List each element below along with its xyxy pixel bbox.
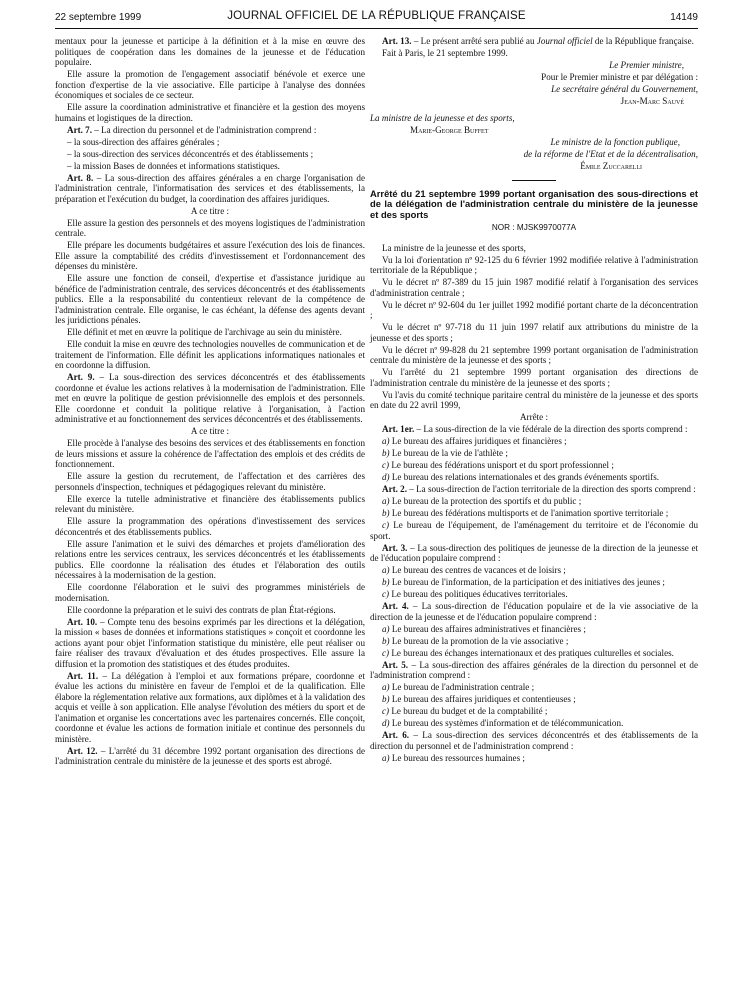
paragraph-text: Vu le décret nº 87-389 du 15 juin 1987 modifié relatif à l'organisation des services d'administration centrale ;: [370, 277, 698, 298]
paragraph-text: Compte tenu des besoins exprimés par les directions et la délégation, la mission « bases de données et informations statistiques » conçoit et coordonne les actions ayant pour objet l'information statistique du ministère, elle peut réaliser ou faire réaliser des travaux d'évaluation et des études prospectives. Elle assure la diffusion et la promotion des statistiques et des études produites.: [55, 616, 366, 669]
paragraph-text: Le bureau des fédérations unisport et du sport professionnel ;: [391, 460, 614, 470]
paragraph-text: Le bureau de la promotion de la vie associative ;: [391, 635, 569, 646]
header-date: 22 septembre 1999: [55, 12, 142, 23]
paragraph-text: Le bureau de la vie de l'athlète ;: [391, 448, 508, 458]
paragraph-text: Elle assure une fonction de conseil, d'expertise et d'assistance juridique au bénéfice de l'administration centrale, des services déconcentrés et des établissements publics. Elle a la responsabilité du contentieux relevant de la compétence de l'administration centrale. Elle organise, le cas échéant, la défense des agents devant les juridictions pénales.: [55, 273, 365, 325]
paragraph-text: Le bureau des affaires administratives et financières ;: [391, 623, 586, 634]
paragraph: [55, 582, 365, 603]
item-letter: b): [382, 694, 390, 704]
page-header: [55, 9, 698, 25]
paragraph: [55, 539, 365, 581]
paragraph: [55, 240, 365, 272]
list-item: [370, 682, 698, 693]
paragraph-text: Le bureau de l'information, de la participation et des initiatives des jeunes ;: [391, 577, 665, 587]
article-paragraph: Art. 6. – La sous-direction des services déconcentrés et des établissements de la direction du personnel et de l'administration comprend :: [370, 730, 699, 751]
item-letter: a): [382, 496, 390, 506]
item-letter: c): [382, 589, 390, 599]
fp-title-2: de la réforme de l'Etat et de la décentralisation,: [523, 149, 698, 159]
list-item: [370, 706, 698, 717]
paragraph: [55, 438, 365, 470]
paragraph-text: La sous-direction des affaires générales de la direction du personnel et de l'administration comprend :: [370, 659, 699, 680]
paragraph: [55, 327, 365, 338]
list-item: [370, 436, 698, 447]
paragraph-text: Le bureau du budget et de la comptabilité ;: [391, 706, 548, 716]
minister-name: Marie-George Buffet: [410, 125, 489, 135]
paragraph-text: – la sous-direction des affaires générales ;: [67, 136, 220, 147]
article-paragraph: Art. 1er. – La sous-direction de la vie fédérale de la direction des sports comprend :: [382, 424, 688, 434]
list-item: [370, 508, 698, 519]
paragraph-text: Elle assure la gestion du recrutement, de l'affectation et des carrières des personnels d'inspection, techniques et pédagogiques relevant du ministère.: [55, 471, 365, 492]
paragraph: [370, 277, 698, 298]
list-item: [370, 565, 698, 576]
paragraph-text: La direction du personnel et de l'administration comprend :: [101, 124, 317, 135]
paragraph-text: Elle définit et met en œuvre la politique de l'archivage au sein du ministère.: [67, 327, 342, 337]
paragraph-text: Le bureau des fédérations multisports et de l'animation sportive territoriale ;: [391, 508, 669, 518]
list-item: [370, 577, 698, 588]
paragraph: [55, 471, 365, 492]
paragraph-text: Elle assure la programmation des opérations d'investissement des services déconcentrés et des établissements publics.: [55, 516, 365, 537]
paragraph: [55, 69, 365, 101]
paragraph-text: Le bureau des systèmes d'information et de télécommunication.: [391, 718, 624, 728]
decree-body: [370, 243, 698, 764]
paragraph-text: La sous-direction de l'éducation populaire et de la vie associative de la direction de la jeunesse et de l'éducation populaire comprend :: [370, 601, 699, 622]
paragraph-text: Le bureau de l'équipement, de l'aménagement du territoire et de l'économie du sport.: [370, 520, 698, 541]
article-label: Art. 11.: [67, 670, 99, 681]
paragraph-text: Arrête :: [519, 412, 549, 422]
paragraph: [55, 426, 365, 437]
item-letter: b): [382, 577, 390, 587]
list-item: [55, 149, 365, 160]
paragraph-text: Vu le décret nº 92-604 du 1er juillet 1992 modifié portant charte de la déconcentration ;: [370, 299, 698, 320]
article-paragraph: Art. 2. – La sous-direction de l'action territoriale de la direction des sports comprend :: [382, 484, 696, 494]
paragraph-text: La sous-direction des services déconcentrés et des établissements coordonne et évalue les actions relatives à la modernisation de l'administration. Elle met en œuvre la politique de gestion prévisionnelle des emplois et des personnels. Elle coordonne et conduit la politique relative à l'organisation, à l'action administrative et au fonctionnement des services déconcentrés et des établissements.: [55, 372, 366, 424]
item-letter: c): [382, 460, 390, 470]
list-item: [55, 161, 365, 172]
paragraph-text: Le bureau des centres de vacances et de loisirs ;: [391, 565, 566, 575]
paragraph-text: Elle procède à l'analyse des besoins des services et des établissements en fonction de leurs missions et assure la cohérence de l'affectation des emplois et des crédits de fonctionnement.: [55, 438, 365, 469]
paragraph-text: Le bureau des affaires juridiques et financières ;: [391, 436, 567, 446]
paragraph-text: Le bureau des politiques éducatives territoriales.: [391, 589, 568, 599]
paragraph-text: L'arrêté du 31 décembre 1992 portant organisation des directions de l'administration centrale du ministère de la jeunesse et des sports est abrogé.: [55, 745, 365, 766]
article-label: Art. 4.: [382, 601, 409, 611]
article-paragraph: Art. 3. – La sous-direction des politiques de jeunesse de la direction de la jeunesse et de l'éducation populaire comprend :: [370, 542, 699, 563]
article-paragraph: Art. 10. – Compte tenu des besoins exprimés par les directions et la délégation, la mission « bases de données et informations statistiques » conçoit et coordonne les actions ayant pour objet l'information statistique du ministère, elle peut réaliser ou faire réaliser des travaux d'évaluation et des études prospectives. Elle assure la diffusion et la promotion des statistiques et des études produites.: [55, 616, 366, 669]
article-label: Art. 13.: [382, 36, 412, 46]
article-label: Art. 5.: [382, 659, 409, 670]
item-letter: b): [382, 635, 390, 646]
paragraph-text: La sous-direction des politiques de jeunesse de la direction de la jeunesse et de l'éducation populaire comprend :: [370, 542, 699, 563]
item-letter: c): [382, 706, 390, 716]
item-letter: a): [382, 752, 390, 763]
header-rule: [55, 28, 698, 29]
paragraph: [55, 206, 365, 217]
article-label: Art. 10.: [67, 616, 98, 627]
paragraph: [370, 322, 698, 343]
fp-title-1: Le ministre de la fonction publique,: [550, 137, 680, 147]
paragraph-text: – la sous-direction des services déconcentrés et des établissements ;: [67, 148, 314, 159]
article-13: Art. 13. – Le présent arrêté sera publié au Journal officiel de la République française.: [382, 36, 694, 46]
article-paragraph: Art. 8. – La sous-direction des affaires générales a en charge l'organisation de l'administration centrale, l'informatisation des services et des établissements, la préparation et l'exécution du budget, la coordination des affaires juridiques.: [55, 172, 366, 204]
page-number: 14149: [670, 12, 698, 23]
list-item: [370, 753, 698, 764]
article-paragraph: Art. 4. – La sous-direction de l'éducation populaire et de la vie associative de la direction de la jeunesse et de l'éducation populaire comprend :: [370, 601, 699, 622]
paragraph-text: La sous-direction des services déconcentrés et des établissements de la direction du personnel et de l'administration comprend :: [370, 730, 699, 751]
paragraph-text: Le bureau des relations internationales et des grands événements sportifs.: [391, 472, 660, 482]
item-letter: a): [382, 623, 390, 634]
paragraph-text: Elle coordonne la préparation et le suivi des contrats de plan État-régions.: [67, 604, 336, 615]
separator-rule: [512, 180, 556, 181]
paragraph-text: Elle assure la promotion de l'engagement associatif bénévole et exerce une fonction d'expertise de la vie associative. Elle participe à l'analyse des données économiques et sociales de ce secteur.: [55, 69, 365, 100]
paragraph-text: Le bureau des échanges internationaux et des pratiques culturelles et sociales.: [391, 647, 674, 658]
left-column: [55, 36, 365, 768]
list-item: [55, 137, 365, 148]
paragraph-text: Le bureau des ressources humaines ;: [391, 752, 525, 763]
paragraph-text: Elle conduit la mise en œuvre des technologies nouvelles de communication et de traitement de l'information. Elle définit les applications informatiques nationales et en coordonne la diffusion.: [55, 339, 365, 370]
article-paragraph: Art. 5. – La sous-direction des affaires générales de la direction du personnel et de l'administration comprend :: [370, 659, 699, 680]
paragraph: [55, 102, 365, 123]
paragraph: [370, 390, 698, 411]
item-letter: c): [382, 520, 390, 530]
journal-title: JOURNAL OFFICIEL DE LA RÉPUBLIQUE FRANÇAISE: [227, 10, 526, 22]
paragraph: [55, 494, 365, 515]
article-paragraph: Art. 9. – La sous-direction des services déconcentrés et des établissements coordonne et évalue les actions relatives à la modernisation de l'administration. Elle met en œuvre la politique de gestion prévisionnelle des emplois et des personnels. Elle coordonne et conduit la politique relative à l'organisation, à l'action administrative et au fonctionnement des services déconcentrés et des établissements.: [55, 372, 366, 424]
paragraph-text: Le bureau de la protection des sportifs et du public ;: [391, 496, 582, 506]
pm-title: Le Premier ministre,: [609, 60, 684, 70]
article-paragraph: Art. 11. – La délégation à l'emploi et aux formations prépare, coordonne et évalue les actions du ministère en faveur de l'emploi et de la qualification. Elle élabore la réglementation relative aux formations, aux diplômes et à la validation des acquis et veille à son application. Elle analyse l'évolution des métiers du sport et de l'animation et organise les concertations avec les partenaires concernés. Elle conçoit, coordonne et évalue les actions de formation initiale et continue des personnels du ministère.: [55, 670, 365, 744]
paragraph-text: La délégation à l'emploi et aux formations prépare, coordonne et évalue les actions du ministère en faveur de l'emploi et de la qualification. Elle élabore la réglementation relative aux formations, aux diplômes et à la validation des acquis et veille à son application. Elle analyse l'évolution des métiers du sport et de l'animation et organise les concertations avec les partenaires concernés. Elle conçoit, coordonne et évalue les actions de formation initiale et continue des personnels du ministère.: [55, 670, 365, 744]
item-letter: d): [382, 472, 390, 482]
pm-delegation: Pour le Premier ministre et par délégation :: [541, 72, 698, 82]
secretary-title: Le secrétaire général du Gouvernement,: [551, 84, 698, 94]
list-item: [370, 694, 698, 705]
paragraph: [55, 516, 365, 537]
article-label: Art. 3.: [382, 542, 408, 553]
list-item: [370, 520, 698, 541]
article-label: Art. 8.: [67, 172, 94, 183]
decree-title: Arrêté du 21 septembre 1999 portant organisation des sous-directions et de la délégation de l'administration centrale du ministère de la jeunesse et des sports: [370, 187, 698, 220]
list-item: [370, 460, 698, 471]
place-date: Fait à Paris, le 21 septembre 1999.: [382, 48, 508, 58]
paragraph: [370, 412, 698, 423]
list-item: [370, 496, 698, 507]
paragraph: [370, 243, 698, 254]
paragraph-text: La sous-direction de l'action territoriale de la direction des sports comprend :: [416, 484, 696, 494]
paragraph-text: Vu la loi d'orientation nº 92-125 du 6 février 1992 modifiée relative à l'administration territoriale de la République ;: [370, 254, 698, 275]
paragraph-text: Vu le décret nº 97-718 du 11 juin 1997 relatif aux attributions du ministre de la jeunesse et des sports ;: [370, 322, 698, 343]
paragraph-text: Elle assure la coordination administrative et financière et la gestion des moyens humains et logistiques de la direction.: [55, 102, 365, 123]
item-letter: b): [382, 508, 390, 518]
paragraph-text: Le bureau de l'administration centrale ;: [391, 682, 535, 692]
article-paragraph: Art. 12. – L'arrêté du 31 décembre 1992 portant organisation des directions de l'administration centrale du ministère de la jeunesse et des sports est abrogé.: [55, 745, 365, 766]
signatures: [370, 60, 698, 172]
paragraph-text: Elle assure l'animation et le suivi des démarches et projets d'amélioration des relations entre les services centraux, les services déconcentrés et les établissements publics. Elle coordonne la réalisation des études et l'élaboration des outils nécessaires à la modernisation de la gestion.: [55, 538, 365, 580]
secretary-name: Jean-Marc Sauvé: [620, 96, 684, 106]
paragraph-text: Elle assure la gestion des personnels et des moyens logistiques de l'administration centrale.: [55, 217, 365, 238]
paragraph-text: La sous-direction des affaires générales a en charge l'organisation de l'administration centrale, l'informatisation des services et des établissements, la préparation et l'exécution du budget, la coordination des affaires juridiques.: [55, 172, 366, 204]
paragraph-text: Le bureau des affaires juridiques et contentieuses ;: [391, 694, 576, 704]
paragraph-text: Vu le décret nº 99-828 du 21 septembre 1999 portant organisation de l'administration centrale du ministère de la jeunesse et des sports ;: [370, 344, 698, 365]
paragraph-text: A ce titre :: [190, 426, 230, 436]
paragraph-text: mentaux pour la jeunesse et participe à la définition et à la mise en œuvre des politiques de coopération dans les domaines de la jeunesse et de l'éducation populaire.: [55, 36, 365, 67]
fp-name: Émile Zuccarelli: [580, 161, 642, 171]
list-item: [370, 472, 698, 483]
item-letter: c): [382, 647, 390, 658]
item-letter: a): [382, 682, 390, 692]
article-paragraph: Art. 7. – La direction du personnel et de l'administration comprend :: [67, 124, 317, 135]
list-item: [370, 448, 698, 459]
item-letter: b): [382, 448, 390, 458]
paragraph: [55, 36, 365, 68]
paragraph-text: Vu l'avis du comité technique paritaire central du ministère de la jeunesse et des sports en date du 22 avril 1999,: [370, 389, 698, 410]
article-label: Art. 12.: [67, 745, 98, 756]
list-item: [370, 589, 698, 600]
paragraph: [370, 345, 698, 366]
list-item: [370, 636, 698, 647]
paragraph: [55, 605, 365, 616]
paragraph-text: La sous-direction de la vie fédérale de la direction des sports comprend :: [423, 424, 688, 434]
paragraph: [370, 300, 698, 321]
article-label: Art. 6.: [382, 730, 410, 740]
paragraph: [55, 273, 365, 326]
list-item: [370, 718, 698, 729]
paragraph-text: A ce titre :: [190, 205, 230, 216]
article-label: Art. 7.: [67, 124, 92, 135]
item-letter: d): [382, 718, 390, 728]
paragraph: [55, 218, 365, 239]
paragraph: [370, 255, 698, 276]
article-label: Art. 2.: [382, 484, 407, 494]
paragraph: [370, 367, 698, 388]
paragraph-text: La ministre de la jeunesse et des sports,: [382, 242, 526, 253]
list-item: [370, 648, 698, 659]
paragraph-text: Elle prépare les documents budgétaires et assure l'exécution des lois de finances. Elle assure la comptabilité des crédits d'investissement et l'ordonnancement des dépenses du ministère.: [55, 240, 365, 271]
list-item: [370, 624, 698, 635]
paragraph-text: Elle exerce la tutelle administrative et financière des établissements publics relevant du ministère.: [55, 493, 365, 514]
paragraph-text: Elle coordonne l'élaboration et le suivi des programmes ministériels de modernisation.: [55, 582, 365, 603]
right-column: [370, 36, 698, 765]
paragraph-text: – la mission Bases de données et informations statistiques.: [67, 160, 280, 171]
item-letter: a): [382, 436, 390, 446]
minister-title: La ministre de la jeunesse et des sports,: [370, 113, 515, 123]
article-label: Art. 9.: [67, 372, 95, 382]
item-letter: a): [382, 565, 390, 575]
nor-reference: NOR : MJSK9970077A: [491, 223, 577, 232]
article-label: Art. 1er.: [382, 424, 415, 434]
paragraph-text: Vu l'arrêté du 21 septembre 1999 portant organisation des directions de l'administration centrale du ministère de la jeunesse et des sports ;: [370, 367, 698, 388]
paragraph: [55, 339, 365, 371]
